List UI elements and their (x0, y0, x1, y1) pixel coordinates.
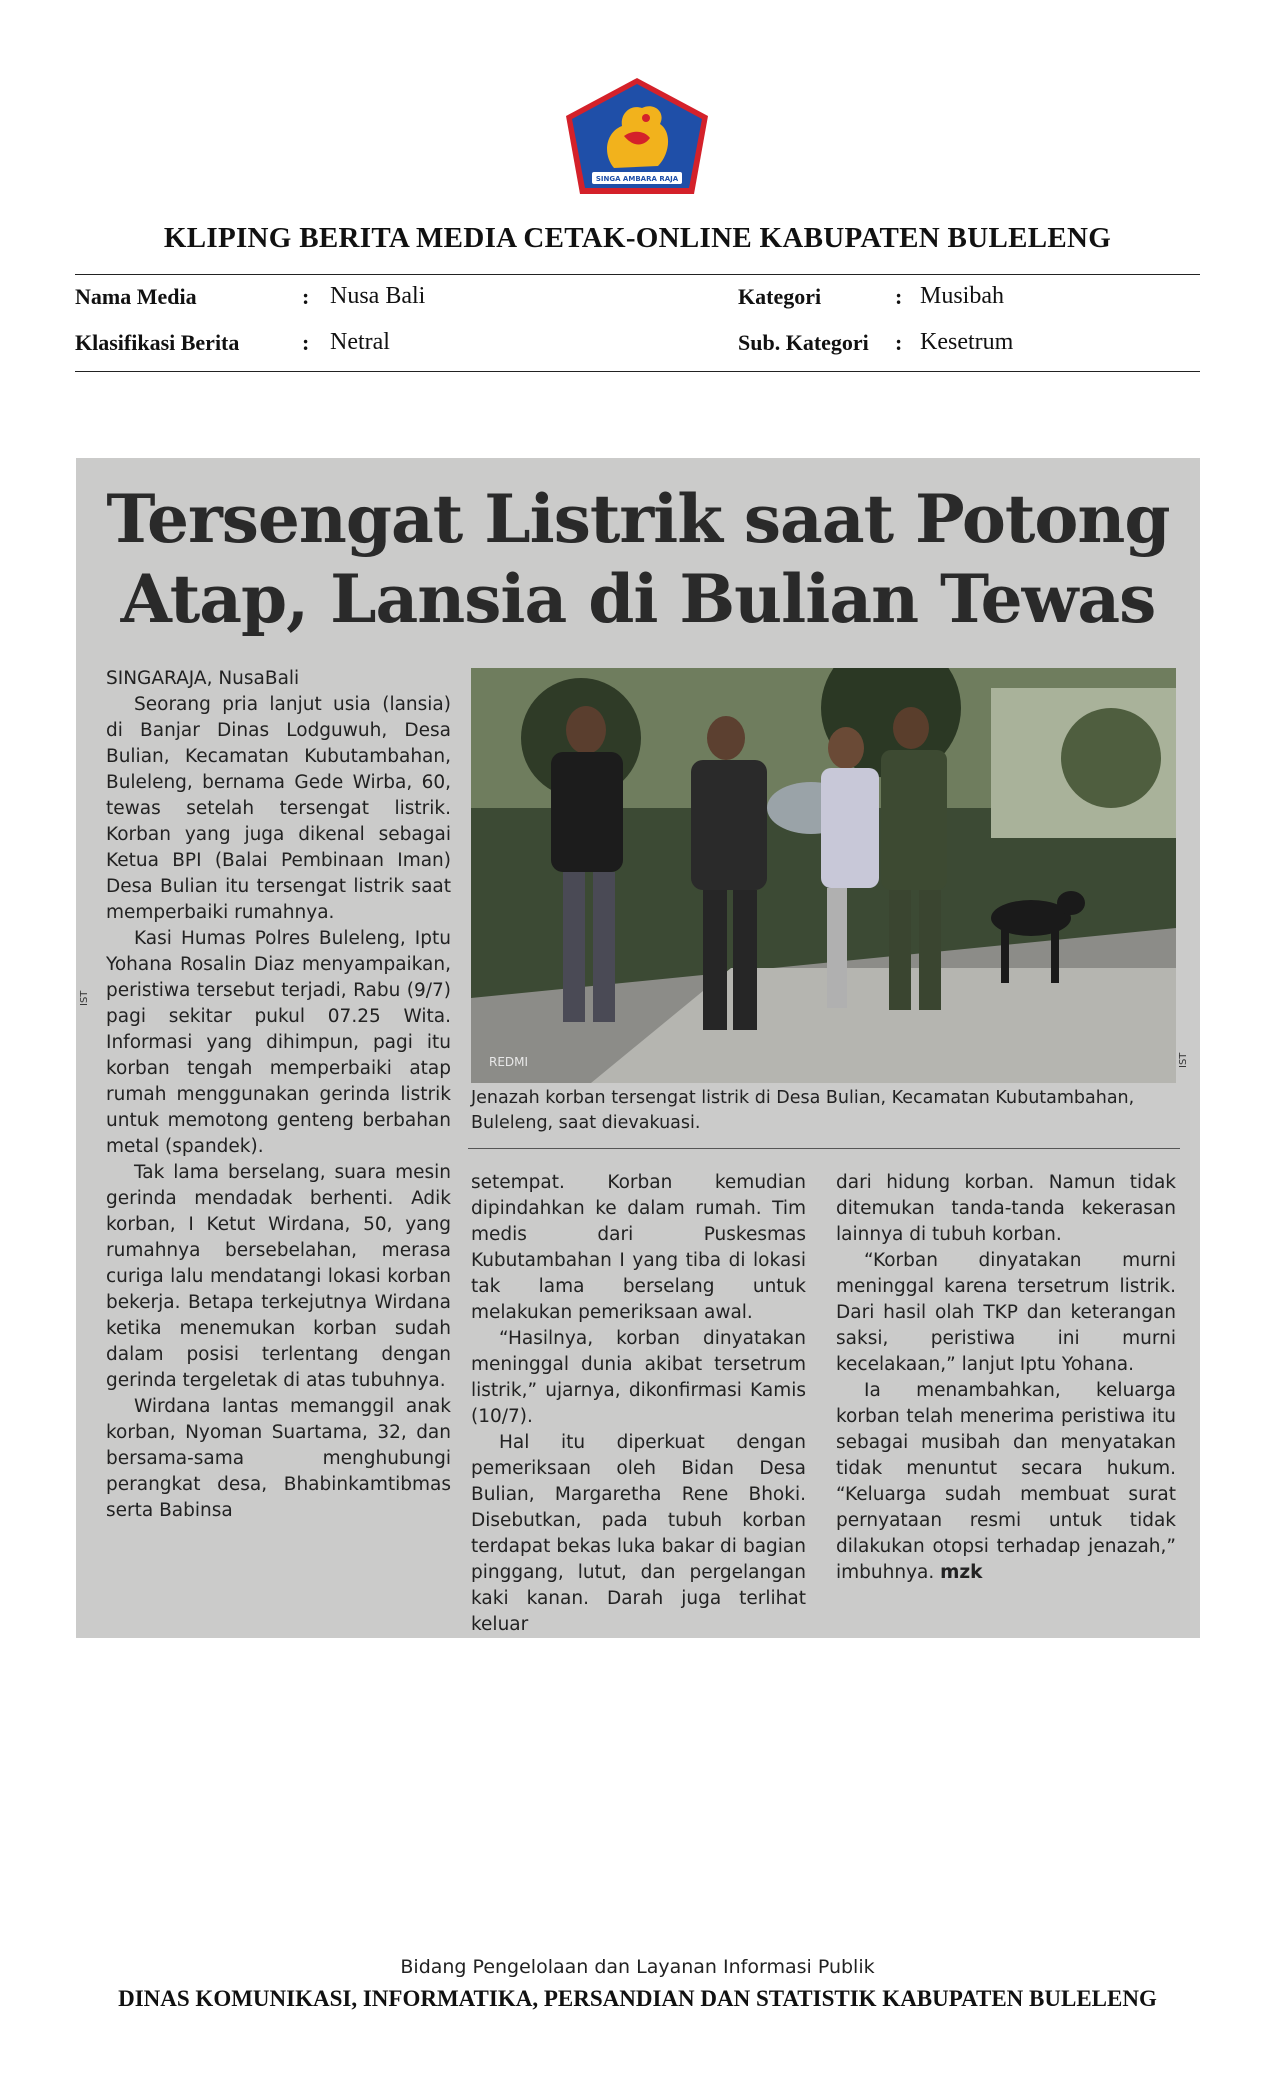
col1-paragraph: Seorang pria lanjut usia (lansia) di Banjar Dinas Lodguwuh, Desa Bulian, Kecamatan Kubutambahan, Buleleng, bernama Gede Wirba, 60, tewas setelah tersengat listrik. Korban yang juga dikenal sebagai Ketua BPI (Balai Pembinaan Iman) Desa Bulian itu tersengat listrik saat memperbaiki rumahnya. (106, 694, 451, 923)
buleleng-emblem-logo (562, 76, 712, 196)
media-value: Nusa Bali (330, 283, 426, 309)
kategori-value: Musibah (920, 283, 1004, 309)
kategori-colon: : (895, 284, 903, 309)
side-photo-credit: IST (79, 990, 90, 1006)
photo-caption: Jenazah korban tersengat listrik di Desa Bulian, Kecamatan Kubutambahan, Buleleng, saat dievakuasi. (471, 1088, 1135, 1133)
article-column-2 (471, 1170, 806, 1638)
dateline: SINGARAJA, NusaBali (106, 668, 300, 689)
header-rule-bottom (75, 371, 1200, 372)
col3-paragraph (836, 1378, 1176, 1586)
col1-paragraph: Tak lama berselang, suara mesin gerinda mendadak berhenti. Adik korban, I Ketut Wirdana, 50, yang rumahnya bersebelahan, merasa curiga lalu mendatangi lokasi korban bekerja. Betapa terkejutnya Wirdana ketika menemukan korban sudah dalam posisi terlentang dengan gerinda tergeletak di atas tubuhnya. (106, 1162, 451, 1391)
article-column-1 (106, 666, 451, 1524)
media-colon: : (302, 284, 310, 309)
headline-line-1: Tersengat Listrik saat Potong (106, 480, 1170, 558)
col3-paragraph: “Korban dinyatakan murni meninggal karena tersetrum listrik. Dari hasil olah TKP dan keterangan saksi, peristiwa ini murni kecelakaan,” lanjut Iptu Yohana. (836, 1250, 1176, 1375)
col1-paragraph: Wirdana lantas memanggil anak korban, Nyoman Suartama, 32, dan bersama-sama menghubungi perangkat desa, Bhabinkamtibmas serta Babinsa (106, 1396, 451, 1521)
col3-paragraph: dari hidung korban. Namun tidak ditemukan tanda-tanda kekerasan lainnya di tubuh korban. (836, 1172, 1176, 1245)
footer-unit: Bidang Pengelolaan dan Layanan Informasi Publik (400, 1956, 875, 1978)
sub-kategori-value: Kesetrum (920, 329, 1014, 355)
klasifikasi-colon: : (302, 330, 310, 355)
sub-kategori-label: Sub. Kategori (738, 330, 869, 355)
photo-credit: IST (1178, 1052, 1189, 1068)
kategori-label: Kategori (738, 284, 822, 309)
col2-paragraph: Hal itu diperkuat dengan pemeriksaan oleh Bidan Desa Bulian, Margaretha Rene Bhoki. Disebutkan, pada tubuh korban terdapat bekas luka bakar di bagian pinggang, lutut, dan pergelangan kaki kanan. Darah juga terlihat keluar (471, 1432, 806, 1635)
sub-kategori-colon: : (895, 330, 903, 355)
news-photo (471, 668, 1176, 1083)
author-credit: mzk (940, 1562, 983, 1583)
footer-agency: DINAS KOMUNIKASI, INFORMATIKA, PERSANDIAN DAN STATISTIK KABUPATEN BULELENG (118, 1986, 1157, 2011)
media-label: Nama Media (75, 284, 197, 309)
logo-motto: SINGA AMBARA RAJA (595, 175, 679, 183)
header-rule-top (75, 274, 1200, 275)
headline-line-2: Atap, Lansia di Bulian Tewas (120, 560, 1156, 638)
photo-watermark: REDMI (489, 1055, 529, 1069)
col2-paragraph: “Hasilnya, korban dinyatakan meninggal dunia akibat tersetrum listrik,” ujarnya, dikonfirmasi Kamis (10/7). (471, 1328, 806, 1427)
col2-paragraph: setempat. Korban kemudian dipindahkan ke dalam rumah. Tim medis dari Puskesmas Kubutambahan I yang tiba di lokasi tak lama berselang untuk melakukan pemeriksaan awal. (471, 1172, 806, 1323)
newspaper-clipping (76, 458, 1200, 1638)
col1-paragraph: Kasi Humas Polres Buleleng, Iptu Yohana Rosalin Diaz menyampaikan, peristiwa tersebut terjadi, Rabu (9/7) pagi sekitar pukul 07.25 Wita. Informasi yang dihimpun, pagi itu korban tengah memperbaiki atap rumah menggunakan gerinda listrik untuk memotong genteng berbahan metal (spandek). (106, 928, 451, 1157)
col3-closing-text: Ia menambahkan, keluarga korban telah menerima peristiwa itu sebagai musibah dan menyatakan tidak menuntut secara hukum. “Keluarga sudah membuat surat pernyataan resmi untuk tidak dilakukan otopsi terhadap jenazah,” imbuhnya. (836, 1380, 1176, 1583)
document-title: KLIPING BERITA MEDIA CETAK-ONLINE KABUPATEN BULELENG (163, 222, 1112, 254)
article-column-3 (836, 1170, 1176, 1586)
klasifikasi-label: Klasifikasi Berita (75, 330, 240, 355)
caption-divider (468, 1148, 1180, 1149)
klasifikasi-value: Netral (330, 329, 390, 355)
